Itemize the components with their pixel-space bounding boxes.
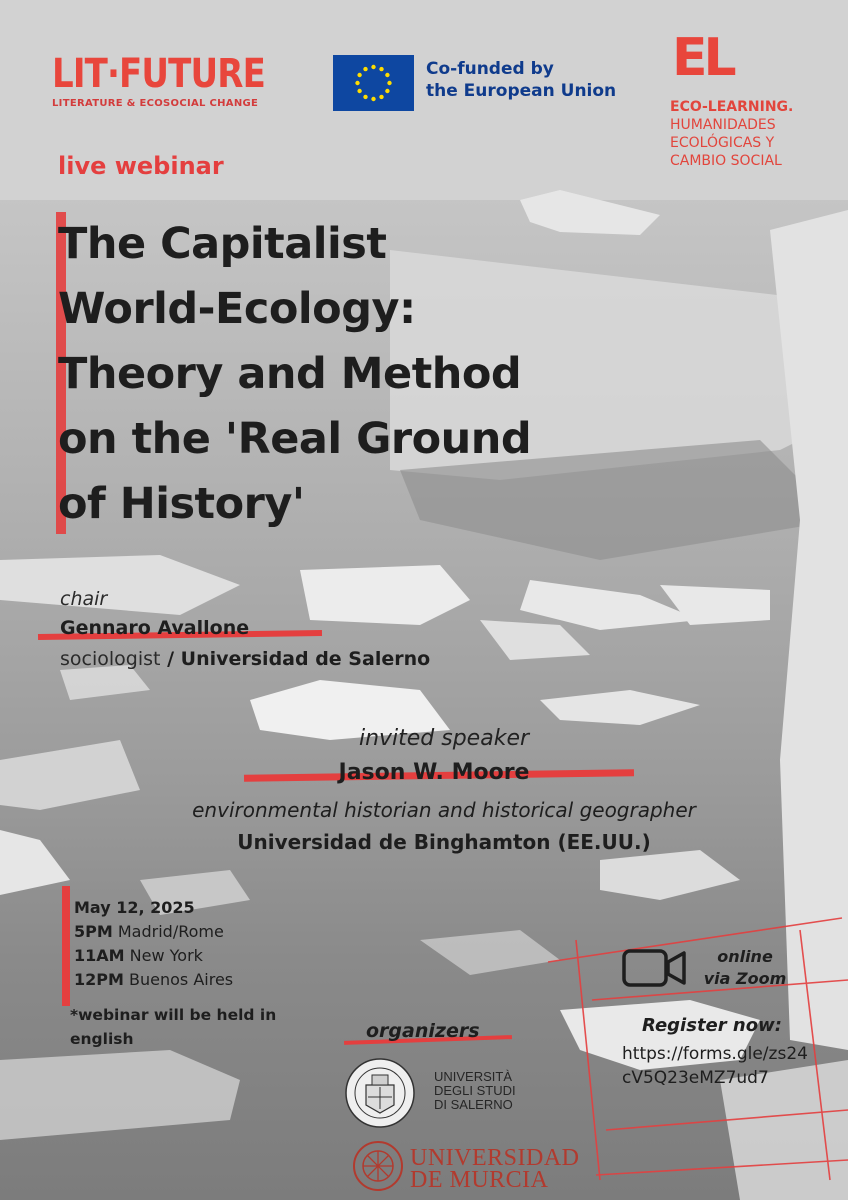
title-line: World-Ecology:	[58, 284, 416, 334]
title-line: Theory and Method	[58, 349, 522, 399]
murcia-line: DE MURCIA	[410, 1167, 549, 1193]
event-type-label: live webinar	[58, 152, 224, 180]
event-date: May 12, 2025	[74, 898, 195, 917]
murcia-line: UNIVERSIDAD	[410, 1145, 580, 1171]
el-title: ECO-LEARNING.	[670, 99, 794, 115]
eu-line-2: the European Union	[426, 81, 617, 101]
chair-separator: /	[160, 648, 181, 670]
register-label: Register now:	[642, 1015, 782, 1036]
video-camera-icon	[622, 945, 688, 991]
eu-line-1: Co-funded by	[426, 59, 554, 79]
salerno-wordmark	[434, 1070, 516, 1112]
salerno-line: DEGLI STUDI	[434, 1083, 516, 1098]
chair-role: sociologist	[60, 648, 161, 670]
speaker-role: environmental historian and historical geographer	[192, 798, 696, 822]
language-note: *webinar will be held in english	[70, 1006, 277, 1048]
speaker-name: Jason W. Moore	[338, 760, 530, 785]
chair-affiliation: Universidad de Salerno	[180, 648, 431, 670]
online-line-2: via Zoom	[703, 969, 787, 988]
time-row: 12PM Buenos Aires	[74, 970, 234, 989]
salerno-seal-icon	[344, 1057, 416, 1129]
chair-name: Gennaro Avallone	[60, 617, 250, 639]
organizers-label: organizers	[366, 1020, 480, 1042]
el-monogram: EL	[672, 28, 733, 88]
online-line-1: online	[717, 947, 773, 966]
el-line-1: HUMANIDADES	[670, 117, 776, 133]
title-line: of History'	[58, 479, 305, 529]
litfuture-wordmark: LIT·FUTURE	[52, 51, 265, 97]
chair-label: chair	[60, 588, 108, 610]
murcia-seal-icon	[352, 1140, 404, 1192]
speaker-affiliation: Universidad de Binghamton (EE.UU.)	[237, 830, 651, 854]
time-row: 11AM New York	[74, 946, 203, 965]
litfuture-tagline: LITERATURE & ECOSOCIAL CHANGE	[52, 98, 259, 109]
salerno-line: DI SALERNO	[434, 1097, 513, 1112]
murcia-wordmark	[410, 1147, 580, 1191]
title-line: The Capitalist	[58, 219, 387, 269]
time-row: 5PM Madrid/Rome	[74, 922, 224, 941]
el-line-3: CAMBIO SOCIAL	[670, 153, 782, 169]
registration-link[interactable]: https://forms.gle/zs24cV5Q23eMZ7ud7	[622, 1044, 808, 1088]
online-info	[700, 946, 790, 990]
title-line: on the 'Real Ground	[58, 414, 532, 464]
speaker-label: invited speaker	[358, 726, 530, 751]
salerno-line: UNIVERSITÀ	[434, 1069, 513, 1084]
el-line-2: ECOLÓGICAS Y	[670, 135, 775, 151]
